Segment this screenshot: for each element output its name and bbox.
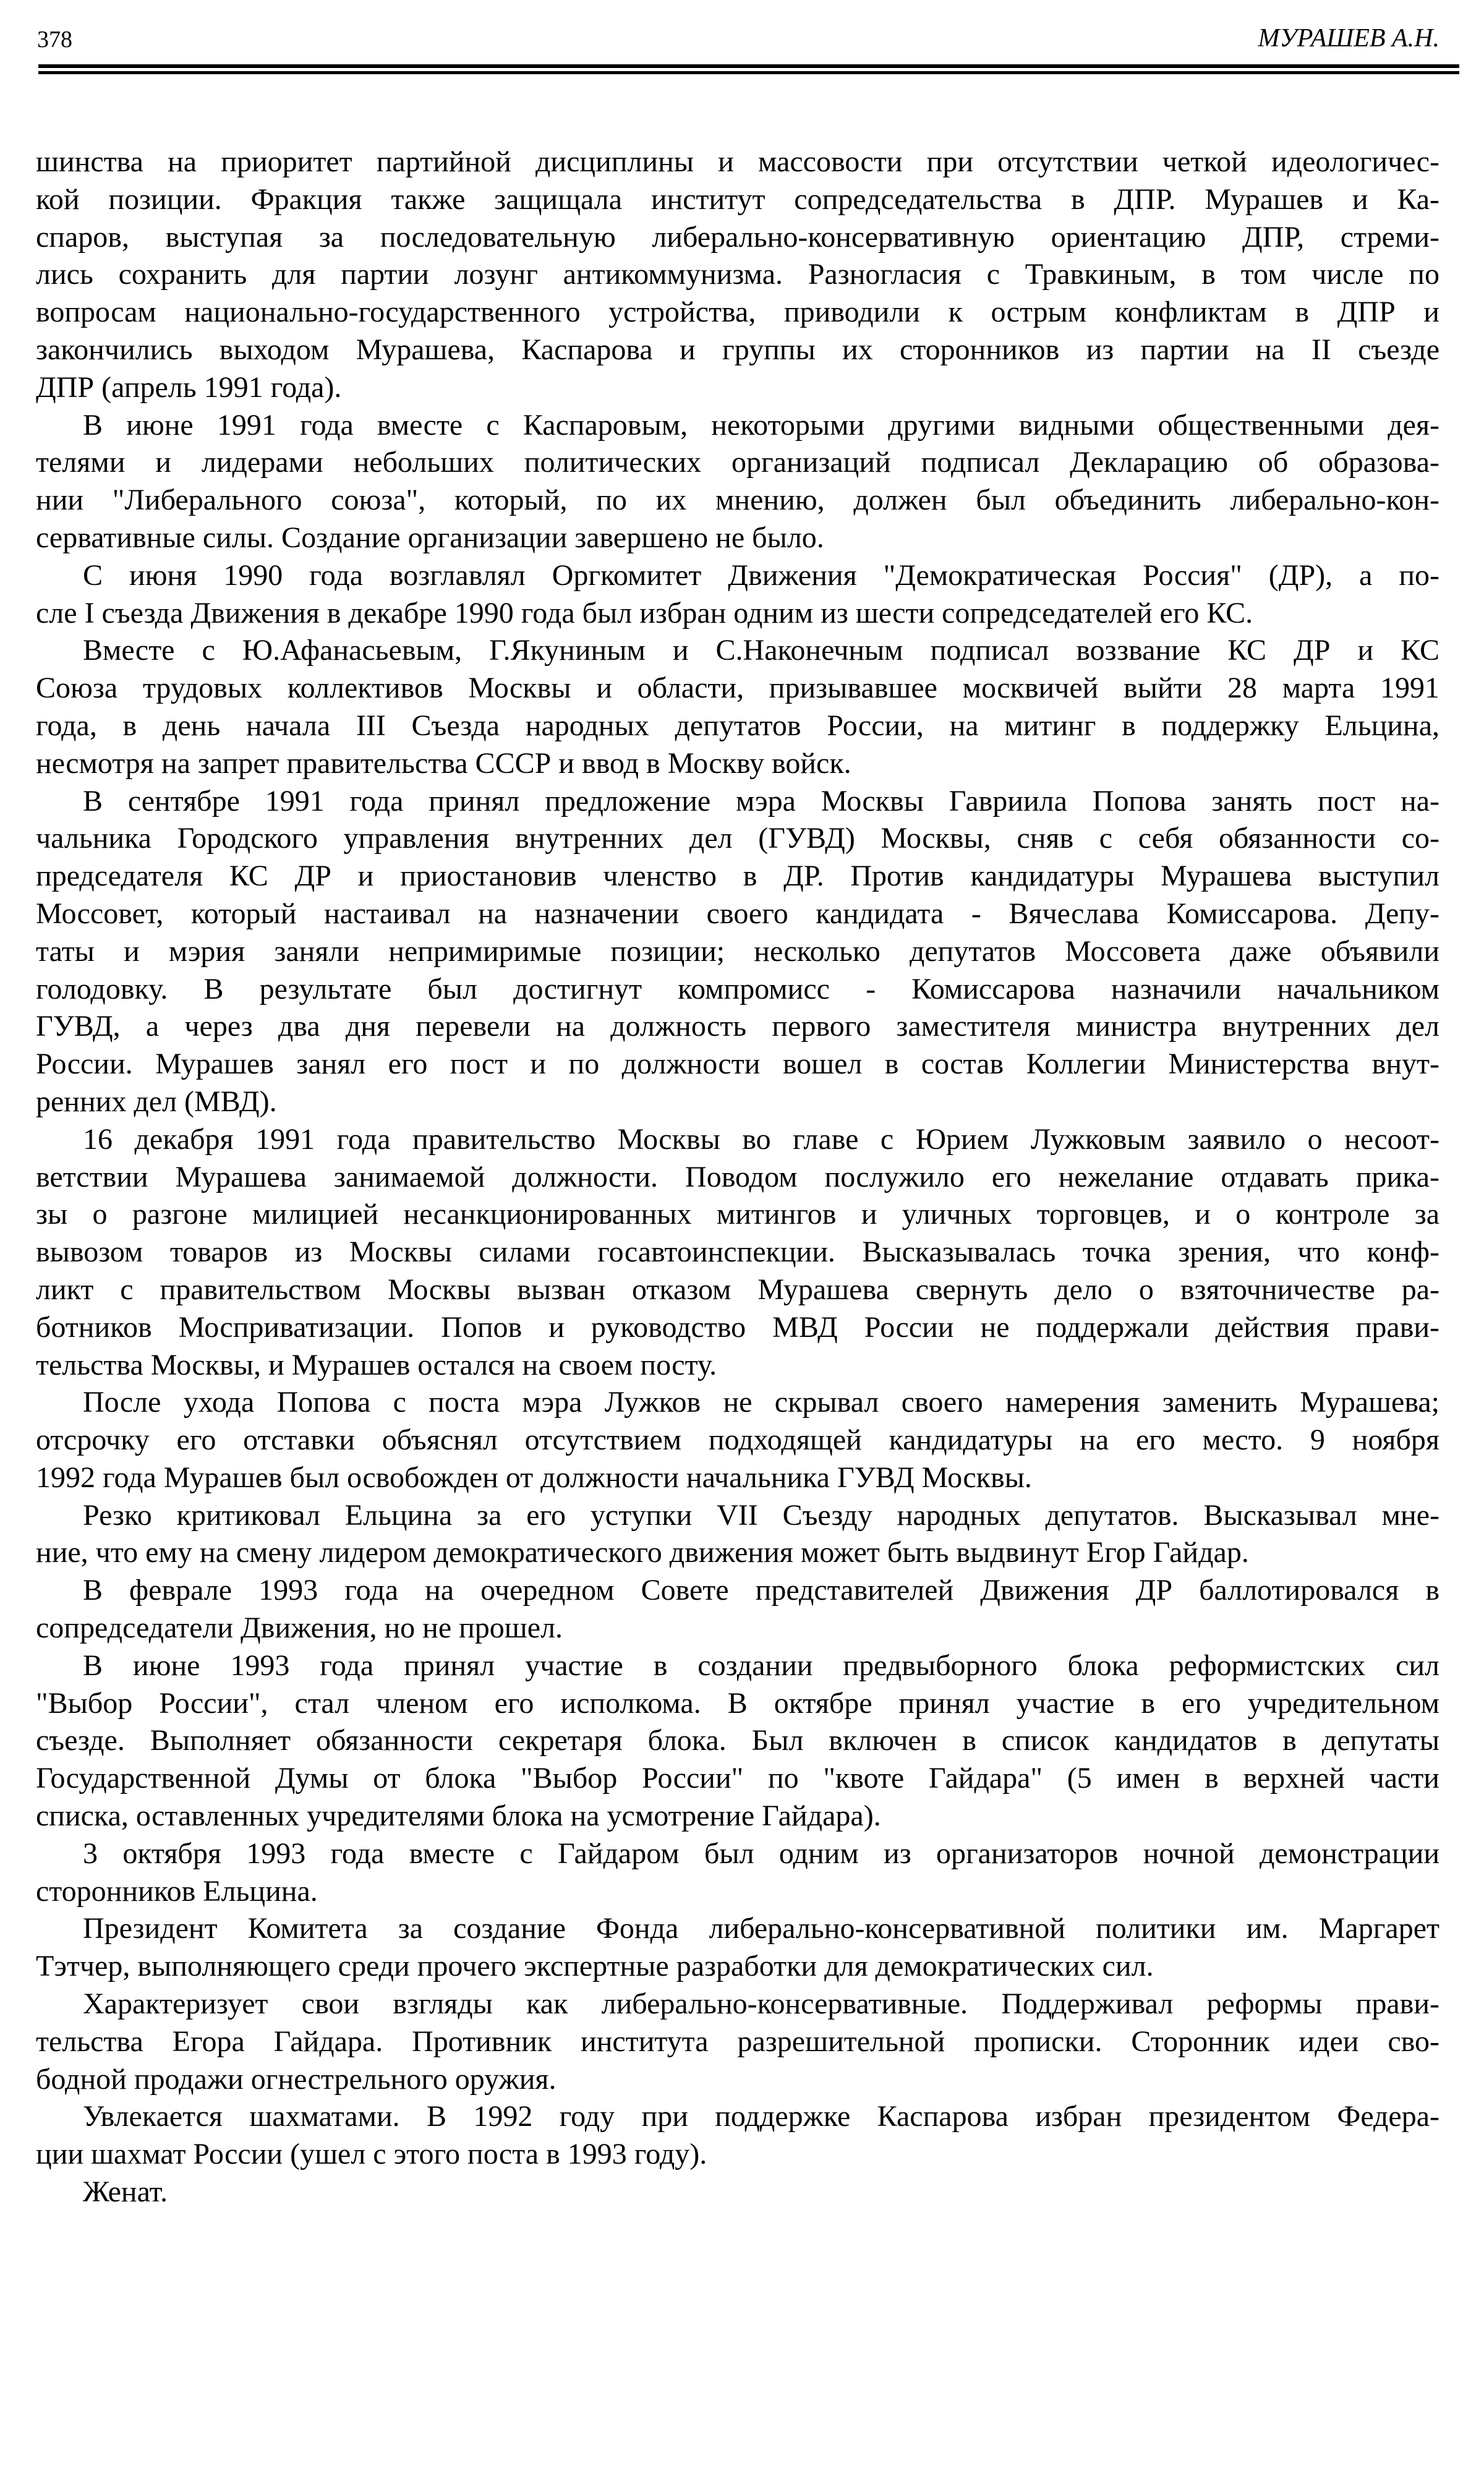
text-line: несмотря на запрет правительства СССР и ввод в Москву войск. — [36, 746, 851, 780]
text-line: После ухода Попова с поста мэра Лужков не скрывал своего намерения заменить Мурашева; — [83, 1386, 1439, 1419]
text-line: тельства Егора Гайдара. Противник института разрешительной прописки. Сторонник идеи сво- — [36, 2025, 1439, 2058]
text-line: В июне 1993 года принял участие в создании предвыборного блока реформистских сил — [83, 1649, 1439, 1682]
paragraph — [36, 407, 1439, 557]
page-number: 378 — [37, 27, 72, 53]
text-line: сервативные силы. Создание организации завершено не было. — [36, 521, 824, 554]
text-line: В июне 1991 года вместе с Каспаровым, некоторыми другими видными общественными дея- — [83, 408, 1439, 442]
text-line: списка, оставленных учредителями блока на усмотрение Гайдара). — [36, 1799, 881, 1833]
paragraph — [36, 2174, 1439, 2211]
text-line: вопросам национально-государственного устройства, приводили к острым конфликтам в ДПР и — [36, 296, 1439, 329]
text-line: Президент Комитета за создание Фонда либерально-консервативной политики им. Маргарет — [83, 1912, 1439, 1945]
text-line: ГУВД, а через два дня перевели на должность первого заместителя министра внутренних дел — [36, 1010, 1439, 1043]
text-line: зы о разгоне милицией несанкционированных митингов и уличных торговцев, и о контроле за — [36, 1198, 1439, 1231]
text-line: ции шахмат России (ушел с этого поста в 1993 году). — [36, 2138, 707, 2171]
text-line: Увлекается шахматами. В 1992 году при поддержке Каспарова избран президентом Федера- — [83, 2100, 1439, 2133]
text-line: Резко критиковал Ельцина за его уступки VII Съезду народных депутатов. Высказывал мне- — [83, 1498, 1439, 1532]
text-line: отсрочку его отставки объяснял отсутствием подходящей кандидатуры на его место. 9 ноября — [36, 1423, 1439, 1457]
paragraph — [36, 1384, 1439, 1496]
header-rule-bottom — [38, 71, 1459, 74]
text-line: В сентябре 1991 года принял предложение мэра Москвы Гавриила Попова занять пост на- — [83, 784, 1439, 817]
text-line: Вместе с Ю.Афанасьевым, Г.Якуниным и С.Наконечным подписал воззвание КС ДР и КС — [83, 634, 1439, 667]
text-line: спаров, выступая за последовательную либерально-консервативную ориентацию ДПР, стреми- — [36, 220, 1439, 254]
header-rule-top — [38, 64, 1459, 68]
paragraph — [36, 632, 1439, 782]
text-line: 1992 года Мурашев был освобожден от должности начальника ГУВД Москвы. — [36, 1461, 1032, 1494]
text-line: Характеризует свои взгляды как либерально-консервативные. Поддерживал реформы прави- — [83, 1987, 1439, 2021]
text-line: ние, что ему на смену лидером демократического движения может быть выдвинут Егор Гайдар. — [36, 1536, 1249, 1569]
text-line: "Выбор России", стал членом его исполкома. В октябре принял участие в его учредительном — [36, 1686, 1439, 1720]
text-line: сопредседатели Движения, но не прошел. — [36, 1611, 563, 1645]
text-line: нии "Либерального союза", который, по их мнению, должен был объединить либерально-кон- — [36, 484, 1439, 517]
text-line: съезде. Выполняет обязанности секретаря блока. Был включен в список кандидатов в депутаты — [36, 1724, 1439, 1757]
text-line: сле I съезда Движения в декабре 1990 года был избран одним из шести сопредседателей его КС. — [36, 596, 1253, 629]
paragraph — [36, 1986, 1439, 2098]
text-line: таты и мэрия заняли непримиримые позиции; несколько депутатов Моссовета даже объявили — [36, 934, 1439, 968]
text-line: чальника Городского управления внутренних дел (ГУВД) Москвы, сняв с себя обязанности со- — [36, 822, 1439, 855]
text-line: кой позиции. Фракция также защищала институт сопредседательства в ДПР. Мурашев и Ка- — [36, 182, 1439, 216]
text-line: С июня 1990 года возглавлял Оргкомитет Движения "Демократическая Россия" (ДР), а по- — [83, 558, 1439, 592]
text-line: сторонников Ельцина. — [36, 1874, 318, 1908]
text-line: Моссовет, который настаивал на назначении своего кандидата - Вячеслава Комиссарова. Депу- — [36, 897, 1439, 930]
text-line: телями и лидерами небольших политических организаций подписал Декларацию об образова- — [36, 446, 1439, 479]
text-line: России. Мурашев занял его пост и по должности вошел в состав Коллегии Министерства внут- — [36, 1048, 1439, 1081]
paragraph — [36, 557, 1439, 633]
text-line: Государственной Думы от блока "Выбор России" по "квоте Гайдара" (5 имен в верхней части — [36, 1762, 1439, 1795]
paragraph — [36, 1121, 1439, 1385]
text-line: председателя КС ДР и приостановив членство в ДР. Против кандидатуры Мурашева выступил — [36, 860, 1439, 893]
paragraph — [36, 1647, 1439, 1835]
paragraph — [36, 783, 1439, 1121]
paragraph — [36, 1497, 1439, 1572]
text-line: вывозом товаров из Москвы силами госавтоинспекции. Высказывалась точка зрения, что конф- — [36, 1235, 1439, 1269]
text-line: голодовку. В результате был достигнут компромисс - Комиссарова назначили начальником — [36, 972, 1439, 1005]
paragraph — [36, 1910, 1439, 1986]
text-line: ветствии Мурашева занимаемой должности. Поводом послужило его нежелание отдавать прика- — [36, 1160, 1439, 1193]
text-line: года, в день начала III Съезда народных депутатов России, на митинг в поддержку Ельцина, — [36, 709, 1439, 742]
paragraph — [36, 143, 1439, 407]
text-line: Женат. — [83, 2175, 168, 2209]
text-line: закончились выходом Мурашева, Каспарова и группы их сторонников из партии на II съезде — [36, 333, 1439, 366]
paragraph — [36, 1572, 1439, 1647]
text-line: ликт с правительством Москвы вызван отказом Мурашева свернуть дело о взяточничестве ра- — [36, 1273, 1439, 1306]
text-line: Союза трудовых коллективов Москвы и области, призывавшее москвичей выйти 28 марта 1991 — [36, 672, 1439, 705]
text-line: В феврале 1993 года на очередном Совете представителей Движения ДР баллотировался в — [83, 1574, 1439, 1607]
text-line: 16 декабря 1991 года правительство Москвы во главе с Юрием Лужковым заявило о несоот- — [83, 1122, 1439, 1156]
text-line: 3 октября 1993 года вместе с Гайдаром был одним из организаторов ночной демонстрации — [83, 1837, 1439, 1870]
body-text — [36, 143, 1439, 2211]
running-title: МУРАШЕВ А.Н. — [1258, 24, 1439, 53]
text-line: ботников Мосприватизации. Попов и руководство МВД России не поддержали действия прави- — [36, 1310, 1439, 1344]
text-line: шинства на приоритет партийной дисциплины и массовости при отсутствии четкой идеологичес- — [36, 145, 1439, 178]
text-line: ренних дел (МВД). — [36, 1085, 277, 1118]
paragraph — [36, 2098, 1439, 2174]
text-line: ДПР (апрель 1991 года). — [36, 370, 342, 404]
text-line: лись сохранить для партии лозунг антикоммунизма. Разногласия с Травкиным, в том числе по — [36, 258, 1439, 291]
text-line: тельства Москвы, и Мурашев остался на своем посту. — [36, 1348, 717, 1381]
paragraph — [36, 1835, 1439, 1911]
text-line: Тэтчер, выполняющего среди прочего экспертные разработки для демократических сил. — [36, 1950, 1154, 1983]
text-line: бодной продажи огнестрельного оружия. — [36, 2062, 556, 2096]
